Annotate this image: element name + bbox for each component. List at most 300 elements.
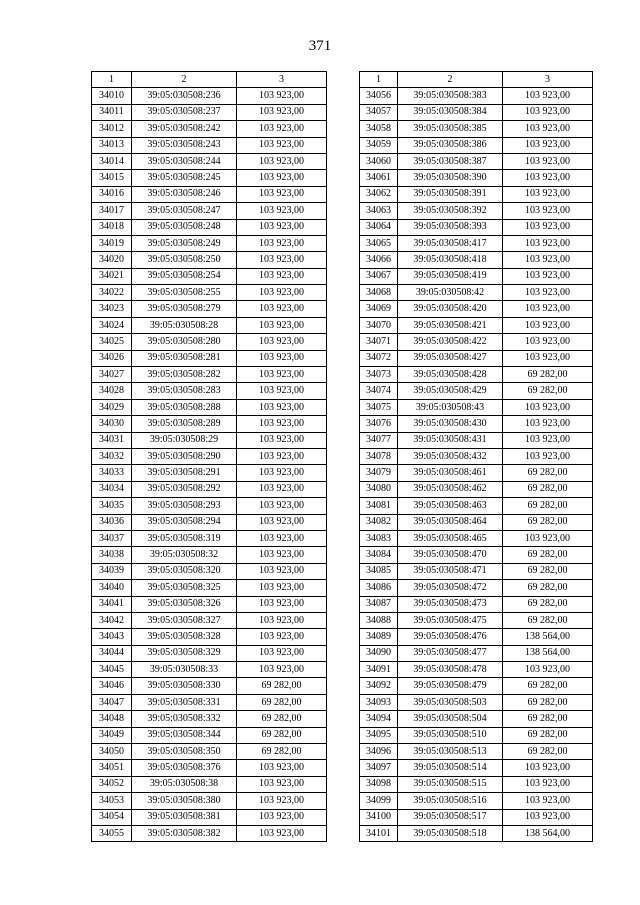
value-cell: 103 923,00 xyxy=(237,399,327,415)
row-number-cell: 34068 xyxy=(360,285,398,301)
table-row xyxy=(360,121,593,137)
cadastral-number-cell: 39:05:030508:472 xyxy=(398,580,503,596)
table-row xyxy=(92,580,327,596)
table-row xyxy=(92,744,327,760)
value-cell: 103 923,00 xyxy=(237,776,327,792)
value-cell: 103 923,00 xyxy=(237,317,327,333)
row-number-cell: 34014 xyxy=(92,153,132,169)
table-row xyxy=(360,268,593,284)
cadastral-number-cell: 39:05:030508:503 xyxy=(398,694,503,710)
value-cell: 103 923,00 xyxy=(503,268,593,284)
row-number-cell: 34048 xyxy=(92,711,132,727)
cadastral-number-cell: 39:05:030508:479 xyxy=(398,678,503,694)
value-cell: 103 923,00 xyxy=(503,334,593,350)
table-row xyxy=(360,153,593,169)
value-cell: 103 923,00 xyxy=(237,809,327,825)
cadastral-number-cell: 39:05:030508:332 xyxy=(132,711,237,727)
table-row xyxy=(92,137,327,153)
row-number-cell: 34052 xyxy=(92,776,132,792)
row-number-cell: 34028 xyxy=(92,383,132,399)
table-row xyxy=(92,563,327,579)
cadastral-number-cell: 39:05:030508:385 xyxy=(398,121,503,137)
row-number-cell: 34063 xyxy=(360,203,398,219)
table-row xyxy=(360,301,593,317)
value-cell: 103 923,00 xyxy=(503,317,593,333)
cadastral-number-cell: 39:05:030508:513 xyxy=(398,744,503,760)
cadastral-number-cell: 39:05:030508:283 xyxy=(132,383,237,399)
value-cell: 103 923,00 xyxy=(237,760,327,776)
row-number-cell: 34080 xyxy=(360,481,398,497)
cadastral-number-cell: 39:05:030508:381 xyxy=(132,809,237,825)
row-number-cell: 34098 xyxy=(360,776,398,792)
row-number-cell: 34086 xyxy=(360,580,398,596)
table-row xyxy=(360,694,593,710)
row-number-cell: 34015 xyxy=(92,170,132,186)
table-row xyxy=(360,776,593,792)
row-number-cell: 34043 xyxy=(92,629,132,645)
value-cell: 103 923,00 xyxy=(237,383,327,399)
table-row xyxy=(92,334,327,350)
value-cell: 103 923,00 xyxy=(237,252,327,268)
cadastral-number-cell: 39:05:030508:350 xyxy=(132,744,237,760)
cadastral-number-cell: 39:05:030508:516 xyxy=(398,793,503,809)
cadastral-number-cell: 39:05:030508:237 xyxy=(132,104,237,120)
cadastral-number-cell: 39:05:030508:33 xyxy=(132,662,237,678)
row-number-cell: 34065 xyxy=(360,235,398,251)
value-cell: 103 923,00 xyxy=(237,580,327,596)
row-number-cell: 34056 xyxy=(360,88,398,104)
row-number-cell: 34067 xyxy=(360,268,398,284)
table-row xyxy=(360,514,593,530)
row-number-cell: 34055 xyxy=(92,825,132,841)
row-number-cell: 34087 xyxy=(360,596,398,612)
cadastral-number-cell: 39:05:030508:282 xyxy=(132,367,237,383)
cadastral-number-cell: 39:05:030508:462 xyxy=(398,481,503,497)
cadastral-number-cell: 39:05:030508:430 xyxy=(398,416,503,432)
cadastral-number-cell: 39:05:030508:476 xyxy=(398,629,503,645)
value-cell: 103 923,00 xyxy=(237,88,327,104)
value-cell: 103 923,00 xyxy=(237,170,327,186)
cadastral-number-cell: 39:05:030508:328 xyxy=(132,629,237,645)
row-number-cell: 34101 xyxy=(360,825,398,841)
cadastral-number-cell: 39:05:030508:344 xyxy=(132,727,237,743)
cadastral-number-cell: 39:05:030508:245 xyxy=(132,170,237,186)
column-header-value: 3 xyxy=(237,72,327,88)
table-row xyxy=(360,547,593,563)
table-row xyxy=(360,383,593,399)
row-number-cell: 34027 xyxy=(92,367,132,383)
row-number-cell: 34077 xyxy=(360,432,398,448)
cadastral-number-cell: 39:05:030508:289 xyxy=(132,416,237,432)
row-number-cell: 34050 xyxy=(92,744,132,760)
value-cell: 69 282,00 xyxy=(503,383,593,399)
row-number-cell: 34041 xyxy=(92,596,132,612)
cadastral-number-cell: 39:05:030508:243 xyxy=(132,137,237,153)
cadastral-number-cell: 39:05:030508:465 xyxy=(398,530,503,546)
row-number-cell: 34097 xyxy=(360,760,398,776)
row-number-cell: 34053 xyxy=(92,793,132,809)
table-row xyxy=(92,793,327,809)
value-cell: 103 923,00 xyxy=(237,285,327,301)
value-cell: 103 923,00 xyxy=(503,776,593,792)
value-cell: 69 282,00 xyxy=(237,694,327,710)
cadastral-number-cell: 39:05:030508:242 xyxy=(132,121,237,137)
table-row xyxy=(92,367,327,383)
value-cell: 103 923,00 xyxy=(237,448,327,464)
table-row xyxy=(92,448,327,464)
row-number-cell: 34083 xyxy=(360,530,398,546)
table-row xyxy=(92,481,327,497)
value-cell: 103 923,00 xyxy=(237,530,327,546)
value-cell: 103 923,00 xyxy=(237,465,327,481)
cadastral-number-cell: 39:05:030508:478 xyxy=(398,662,503,678)
table-row xyxy=(92,170,327,186)
cadastral-number-cell: 39:05:030508:236 xyxy=(132,88,237,104)
value-cell: 103 923,00 xyxy=(237,350,327,366)
cadastral-number-cell: 39:05:030508:428 xyxy=(398,367,503,383)
row-number-cell: 34075 xyxy=(360,399,398,415)
row-number-cell: 34085 xyxy=(360,563,398,579)
cadastral-number-cell: 39:05:030508:293 xyxy=(132,498,237,514)
value-cell: 69 282,00 xyxy=(503,694,593,710)
value-cell: 69 282,00 xyxy=(237,678,327,694)
row-number-cell: 34089 xyxy=(360,629,398,645)
table-row xyxy=(360,662,593,678)
row-number-cell: 34037 xyxy=(92,530,132,546)
value-cell: 103 923,00 xyxy=(237,416,327,432)
value-cell: 103 923,00 xyxy=(503,760,593,776)
value-cell: 103 923,00 xyxy=(503,432,593,448)
row-number-cell: 34070 xyxy=(360,317,398,333)
table-row xyxy=(92,760,327,776)
value-cell: 69 282,00 xyxy=(237,711,327,727)
row-number-cell: 34076 xyxy=(360,416,398,432)
value-cell: 103 923,00 xyxy=(237,432,327,448)
row-number-cell: 34034 xyxy=(92,481,132,497)
row-number-cell: 34035 xyxy=(92,498,132,514)
row-number-cell: 34031 xyxy=(92,432,132,448)
row-number-cell: 34096 xyxy=(360,744,398,760)
cadastral-number-cell: 39:05:030508:254 xyxy=(132,268,237,284)
page-number: 371 xyxy=(308,38,332,54)
row-number-cell: 34066 xyxy=(360,252,398,268)
cadastral-number-cell: 39:05:030508:431 xyxy=(398,432,503,448)
cadastral-number-cell: 39:05:030508:380 xyxy=(132,793,237,809)
value-cell: 138 564,00 xyxy=(503,645,593,661)
cadastral-number-cell: 39:05:030508:331 xyxy=(132,694,237,710)
table-row xyxy=(360,596,593,612)
table-row xyxy=(360,399,593,415)
table-row xyxy=(92,186,327,202)
value-cell: 69 282,00 xyxy=(503,580,593,596)
cadastral-number-cell: 39:05:030508:290 xyxy=(132,448,237,464)
cadastral-number-cell: 39:05:030508:470 xyxy=(398,547,503,563)
value-cell: 103 923,00 xyxy=(503,137,593,153)
value-cell: 103 923,00 xyxy=(237,793,327,809)
cadastral-number-cell: 39:05:030508:427 xyxy=(398,350,503,366)
value-cell: 103 923,00 xyxy=(237,301,327,317)
cadastral-number-cell: 39:05:030508:463 xyxy=(398,498,503,514)
table-row xyxy=(360,416,593,432)
table-row xyxy=(92,825,327,841)
table-row xyxy=(92,252,327,268)
table-row xyxy=(92,268,327,284)
row-number-cell: 34030 xyxy=(92,416,132,432)
value-cell: 69 282,00 xyxy=(503,596,593,612)
value-cell: 103 923,00 xyxy=(503,203,593,219)
table-row xyxy=(360,367,593,383)
table-row xyxy=(360,809,593,825)
cadastral-number-cell: 39:05:030508:475 xyxy=(398,612,503,628)
row-number-cell: 34093 xyxy=(360,694,398,710)
cadastral-number-cell: 39:05:030508:429 xyxy=(398,383,503,399)
row-number-cell: 34042 xyxy=(92,612,132,628)
value-cell: 69 282,00 xyxy=(503,481,593,497)
cadastral-number-cell: 39:05:030508:281 xyxy=(132,350,237,366)
value-cell: 103 923,00 xyxy=(503,530,593,546)
cadastral-number-cell: 39:05:030508:249 xyxy=(132,235,237,251)
table-row xyxy=(360,481,593,497)
cadastral-number-cell: 39:05:030508:391 xyxy=(398,186,503,202)
row-number-cell: 34016 xyxy=(92,186,132,202)
value-cell: 69 282,00 xyxy=(503,563,593,579)
row-number-cell: 34032 xyxy=(92,448,132,464)
value-cell: 103 923,00 xyxy=(503,121,593,137)
column-header-number: 1 xyxy=(360,72,398,88)
cadastral-number-cell: 39:05:030508:382 xyxy=(132,825,237,841)
value-cell: 69 282,00 xyxy=(503,514,593,530)
table-row xyxy=(92,235,327,251)
cadastral-number-cell: 39:05:030508:417 xyxy=(398,235,503,251)
table-row xyxy=(360,88,593,104)
cadastral-number-cell: 39:05:030508:432 xyxy=(398,448,503,464)
value-cell: 69 282,00 xyxy=(503,547,593,563)
column-header-cadastral: 2 xyxy=(132,72,237,88)
row-number-cell: 34069 xyxy=(360,301,398,317)
table-row xyxy=(92,711,327,727)
row-number-cell: 34022 xyxy=(92,285,132,301)
value-cell: 103 923,00 xyxy=(503,416,593,432)
table-row xyxy=(360,744,593,760)
cadastral-number-cell: 39:05:030508:376 xyxy=(132,760,237,776)
value-cell: 69 282,00 xyxy=(503,612,593,628)
cadastral-number-cell: 39:05:030508:471 xyxy=(398,563,503,579)
value-cell: 103 923,00 xyxy=(503,186,593,202)
cadastral-number-cell: 39:05:030508:32 xyxy=(132,547,237,563)
cadastral-number-cell: 39:05:030508:292 xyxy=(132,481,237,497)
value-cell: 138 564,00 xyxy=(503,825,593,841)
value-cell: 103 923,00 xyxy=(237,612,327,628)
table-row xyxy=(360,727,593,743)
cadastral-number-cell: 39:05:030508:325 xyxy=(132,580,237,596)
row-number-cell: 34018 xyxy=(92,219,132,235)
cadastral-number-cell: 39:05:030508:461 xyxy=(398,465,503,481)
table-row xyxy=(360,137,593,153)
cadastral-number-cell: 39:05:030508:510 xyxy=(398,727,503,743)
table-row xyxy=(360,104,593,120)
table-row xyxy=(92,629,327,645)
cadastral-number-cell: 39:05:030508:418 xyxy=(398,252,503,268)
cadastral-number-cell: 39:05:030508:517 xyxy=(398,809,503,825)
table-row xyxy=(360,760,593,776)
row-number-cell: 34046 xyxy=(92,678,132,694)
value-cell: 69 282,00 xyxy=(237,727,327,743)
cadastral-number-cell: 39:05:030508:386 xyxy=(398,137,503,153)
value-cell: 103 923,00 xyxy=(503,448,593,464)
table-row xyxy=(92,465,327,481)
cadastral-number-cell: 39:05:030508:255 xyxy=(132,285,237,301)
value-cell: 103 923,00 xyxy=(503,662,593,678)
table-row xyxy=(92,662,327,678)
row-number-cell: 34064 xyxy=(360,219,398,235)
value-cell: 103 923,00 xyxy=(237,514,327,530)
cadastral-number-cell: 39:05:030508:393 xyxy=(398,219,503,235)
value-cell: 103 923,00 xyxy=(237,186,327,202)
table-row xyxy=(92,350,327,366)
cadastral-number-cell: 39:05:030508:43 xyxy=(398,399,503,415)
row-number-cell: 34091 xyxy=(360,662,398,678)
table-row xyxy=(360,645,593,661)
row-number-cell: 34090 xyxy=(360,645,398,661)
column-header-value: 3 xyxy=(503,72,593,88)
cadastral-number-cell: 39:05:030508:330 xyxy=(132,678,237,694)
row-number-cell: 34033 xyxy=(92,465,132,481)
value-cell: 103 923,00 xyxy=(237,629,327,645)
value-cell: 103 923,00 xyxy=(237,596,327,612)
value-cell: 138 564,00 xyxy=(503,629,593,645)
table-row xyxy=(92,498,327,514)
row-number-cell: 34019 xyxy=(92,235,132,251)
value-cell: 103 923,00 xyxy=(237,153,327,169)
table-row xyxy=(92,301,327,317)
row-number-cell: 34095 xyxy=(360,727,398,743)
table-row xyxy=(360,432,593,448)
row-number-cell: 34036 xyxy=(92,514,132,530)
table-row xyxy=(92,530,327,546)
table-row xyxy=(92,203,327,219)
cadastral-number-cell: 39:05:030508:294 xyxy=(132,514,237,530)
value-cell: 103 923,00 xyxy=(503,793,593,809)
value-cell: 103 923,00 xyxy=(503,809,593,825)
cadastral-number-cell: 39:05:030508:384 xyxy=(398,104,503,120)
value-cell: 103 923,00 xyxy=(503,285,593,301)
row-number-cell: 34060 xyxy=(360,153,398,169)
row-number-cell: 34061 xyxy=(360,170,398,186)
value-cell: 103 923,00 xyxy=(237,219,327,235)
value-cell: 103 923,00 xyxy=(237,662,327,678)
row-number-cell: 34058 xyxy=(360,121,398,137)
table-row xyxy=(92,776,327,792)
value-cell: 103 923,00 xyxy=(503,252,593,268)
value-cell: 69 282,00 xyxy=(503,465,593,481)
table-row xyxy=(92,727,327,743)
table-row xyxy=(360,186,593,202)
row-number-cell: 34062 xyxy=(360,186,398,202)
row-number-cell: 34073 xyxy=(360,367,398,383)
value-cell: 103 923,00 xyxy=(237,104,327,120)
table-row xyxy=(360,334,593,350)
value-cell: 103 923,00 xyxy=(503,350,593,366)
row-number-cell: 34094 xyxy=(360,711,398,727)
value-cell: 103 923,00 xyxy=(237,203,327,219)
table-row xyxy=(92,88,327,104)
cadastral-number-cell: 39:05:030508:288 xyxy=(132,399,237,415)
cadastral-number-cell: 39:05:030508:244 xyxy=(132,153,237,169)
table-row xyxy=(92,416,327,432)
cadastral-number-cell: 39:05:030508:291 xyxy=(132,465,237,481)
table-row xyxy=(92,645,327,661)
value-cell: 103 923,00 xyxy=(503,170,593,186)
row-number-cell: 34078 xyxy=(360,448,398,464)
table-row xyxy=(360,793,593,809)
value-cell: 103 923,00 xyxy=(503,235,593,251)
table-row xyxy=(92,317,327,333)
row-number-cell: 34025 xyxy=(92,334,132,350)
row-number-cell: 34092 xyxy=(360,678,398,694)
value-cell: 103 923,00 xyxy=(503,153,593,169)
cadastral-number-cell: 39:05:030508:473 xyxy=(398,596,503,612)
cadastral-number-cell: 39:05:030508:464 xyxy=(398,514,503,530)
row-number-cell: 34071 xyxy=(360,334,398,350)
value-cell: 103 923,00 xyxy=(237,137,327,153)
row-number-cell: 34099 xyxy=(360,793,398,809)
row-number-cell: 34084 xyxy=(360,547,398,563)
cadastral-number-cell: 39:05:030508:387 xyxy=(398,153,503,169)
table-row xyxy=(92,432,327,448)
row-number-cell: 34013 xyxy=(92,137,132,153)
cadastral-number-cell: 39:05:030508:250 xyxy=(132,252,237,268)
table-row xyxy=(360,252,593,268)
row-number-cell: 34021 xyxy=(92,268,132,284)
table-row xyxy=(360,498,593,514)
cadastral-number-cell: 39:05:030508:420 xyxy=(398,301,503,317)
row-number-cell: 34072 xyxy=(360,350,398,366)
table-row xyxy=(360,530,593,546)
right-register-table xyxy=(359,71,593,842)
value-cell: 69 282,00 xyxy=(503,711,593,727)
header-row xyxy=(92,72,327,88)
table-row xyxy=(92,694,327,710)
table-row xyxy=(360,350,593,366)
table-row xyxy=(92,547,327,563)
row-number-cell: 34011 xyxy=(92,104,132,120)
row-number-cell: 34047 xyxy=(92,694,132,710)
row-number-cell: 34054 xyxy=(92,809,132,825)
row-number-cell: 34024 xyxy=(92,317,132,333)
cadastral-number-cell: 39:05:030508:280 xyxy=(132,334,237,350)
cadastral-number-cell: 39:05:030508:390 xyxy=(398,170,503,186)
value-cell: 69 282,00 xyxy=(503,744,593,760)
table-row xyxy=(92,121,327,137)
value-cell: 103 923,00 xyxy=(503,301,593,317)
row-number-cell: 34079 xyxy=(360,465,398,481)
table-row xyxy=(360,678,593,694)
value-cell: 69 282,00 xyxy=(503,727,593,743)
table-row xyxy=(360,612,593,628)
table-row xyxy=(360,825,593,841)
cadastral-number-cell: 39:05:030508:518 xyxy=(398,825,503,841)
row-number-cell: 34088 xyxy=(360,612,398,628)
table-row xyxy=(360,203,593,219)
table-row xyxy=(360,219,593,235)
header-row xyxy=(360,72,593,88)
cadastral-number-cell: 39:05:030508:329 xyxy=(132,645,237,661)
left-register-table xyxy=(91,71,327,842)
row-number-cell: 34057 xyxy=(360,104,398,120)
row-number-cell: 34012 xyxy=(92,121,132,137)
cadastral-number-cell: 39:05:030508:326 xyxy=(132,596,237,612)
table-row xyxy=(92,399,327,415)
